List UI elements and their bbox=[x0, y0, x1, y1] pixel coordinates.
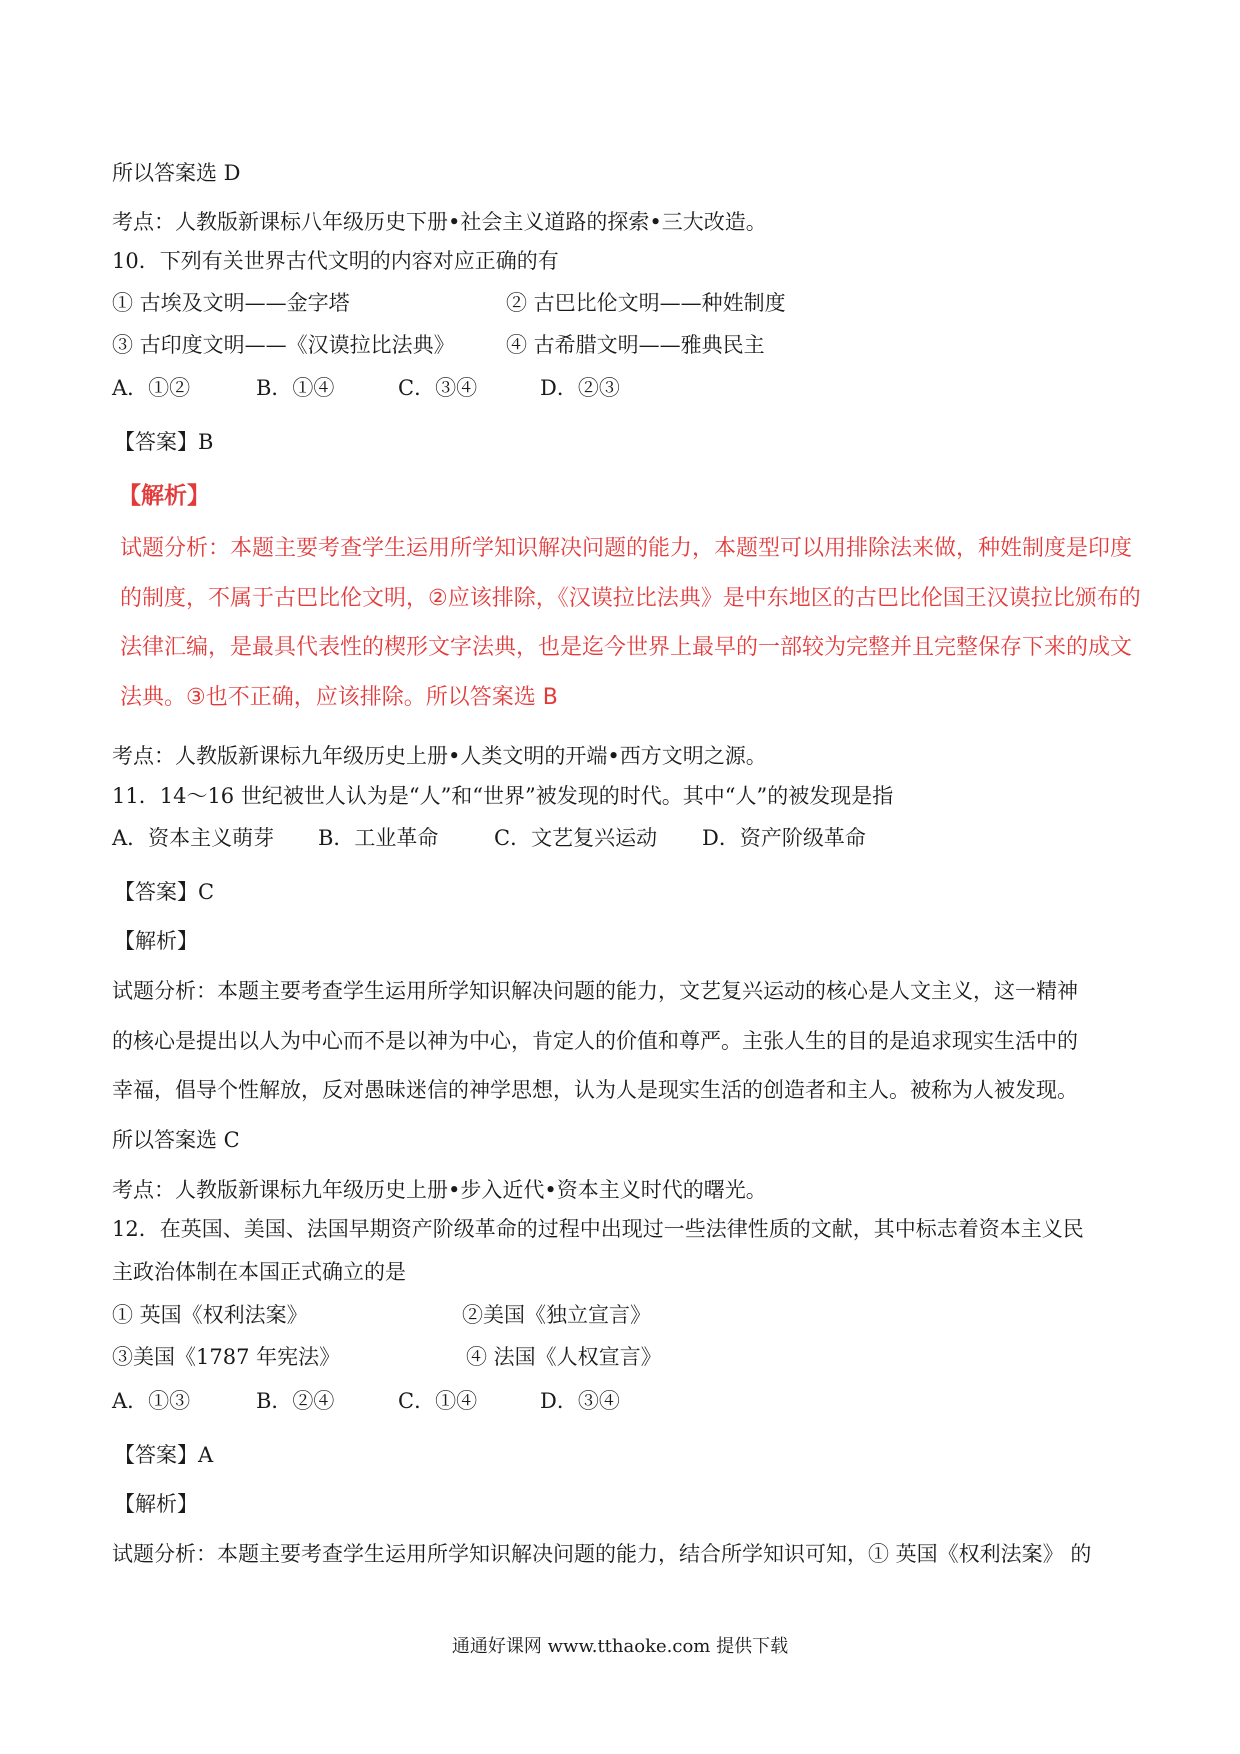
q12-answer: 【答案】A bbox=[114, 1443, 214, 1467]
q12-choice-b: B．②④ bbox=[256, 1389, 335, 1413]
q11-answer: 【答案】C bbox=[114, 880, 215, 904]
q10-choice-d: D．②③ bbox=[540, 376, 620, 400]
q10-option-3: ③ 古印度文明——《汉谟拉比法典》 bbox=[112, 333, 455, 357]
question-12-stem-1: 12．在英国、美国、法国早期资产阶级革命的过程中出现过一些法律性质的文献，其中标志着资本主义民 bbox=[112, 1217, 1084, 1241]
question-12-stem-2: 主政治体制在本国正式确立的是 bbox=[112, 1260, 406, 1284]
q10-option-1: ① 古埃及文明——金字塔 bbox=[112, 291, 350, 315]
q10-analysis-line-4: 法典。③也不正确，应该排除。所以答案选 B bbox=[120, 685, 558, 710]
page-footer: 通通好课网 www.tthaoke.com 提供下载 bbox=[451, 1636, 789, 1657]
q11-choice-c: C．文艺复兴运动 bbox=[494, 826, 658, 850]
q12-choice-d: D．③④ bbox=[540, 1389, 620, 1413]
q12-analysis-line-1: 试题分析：本题主要考查学生运用所学知识解决问题的能力，结合所学知识可知，① 英国《权利法案》 的 bbox=[112, 1542, 1092, 1566]
q11-choice-b: B．工业革命 bbox=[318, 826, 439, 850]
q12-option-1: ① 英国《权利法案》 bbox=[112, 1303, 308, 1327]
question-10-stem: 10．下列有关世界古代文明的内容对应正确的有 bbox=[112, 249, 559, 273]
q10-choice-c: C．③④ bbox=[398, 376, 478, 400]
q11-choice-d: D．资产阶级革命 bbox=[702, 826, 866, 850]
q11-analysis-line-2: 的核心是提出以人为中心而不是以神为中心，肯定人的价值和尊严。主张人生的目的是追求现实生活中的 bbox=[112, 1029, 1078, 1053]
question-11-stem: 11．14～16 世纪被世人认为是“人”和“世界”被发现的时代。其中“人”的被发现是指 bbox=[112, 784, 894, 808]
q10-choice-b: B．①④ bbox=[256, 376, 335, 400]
q11-analysis-line-4: 所以答案选 C bbox=[112, 1128, 240, 1152]
q11-analysis-heading: 【解析】 bbox=[114, 929, 198, 953]
q10-kaodian: 考点：人教版新课标九年级历史上册•人类文明的开端•西方文明之源。 bbox=[112, 744, 767, 768]
kaodian-line: 考点：人教版新课标八年级历史下册•社会主义道路的探索•三大改造。 bbox=[112, 210, 767, 234]
q11-analysis-line-1: 试题分析：本题主要考查学生运用所学知识解决问题的能力，文艺复兴运动的核心是人文主义，这一精神 bbox=[112, 979, 1078, 1003]
q10-choice-a: A．①② bbox=[112, 376, 191, 400]
q10-answer: 【答案】B bbox=[114, 430, 214, 454]
q12-choice-a: A．①③ bbox=[112, 1389, 191, 1413]
q10-analysis-line-2: 的制度，不属于古巴比伦文明，②应该排除，《汉谟拉比法典》是中东地区的古巴比伦国王汉谟拉比颁布的 bbox=[120, 586, 1141, 611]
answer-line: 所以答案选 D bbox=[112, 161, 241, 185]
q12-option-2: ②美国《独立宣言》 bbox=[462, 1303, 651, 1327]
q10-option-4: ④ 古希腊文明——雅典民主 bbox=[506, 333, 765, 357]
q11-choice-a: A．资本主义萌芽 bbox=[112, 826, 275, 850]
q12-choice-c: C．①④ bbox=[398, 1389, 478, 1413]
q12-analysis-heading: 【解析】 bbox=[114, 1492, 198, 1516]
q12-option-4: ④ 法国《人权宣言》 bbox=[466, 1345, 662, 1369]
q11-analysis-line-3: 幸福，倡导个性解放，反对愚昧迷信的神学思想，认为人是现实生活的创造者和主人。被称为人被发现。 bbox=[112, 1078, 1078, 1102]
q12-option-3: ③美国《1787 年宪法》 bbox=[112, 1345, 341, 1369]
q10-option-2: ② 古巴比伦文明——种姓制度 bbox=[506, 291, 786, 315]
q10-analysis-line-3: 法律汇编，是最具代表性的楔形文字法典，也是迄今世界上最早的一部较为完整并且完整保存下来的成文 bbox=[120, 635, 1133, 660]
q11-kaodian: 考点：人教版新课标九年级历史上册•步入近代•资本主义时代的曙光。 bbox=[112, 1178, 767, 1202]
q10-analysis-line-1: 试题分析：本题主要考查学生运用所学知识解决问题的能力，本题型可以用排除法来做，种姓制度是印度 bbox=[120, 536, 1133, 561]
q10-analysis-heading: 【解析】 bbox=[118, 483, 210, 509]
